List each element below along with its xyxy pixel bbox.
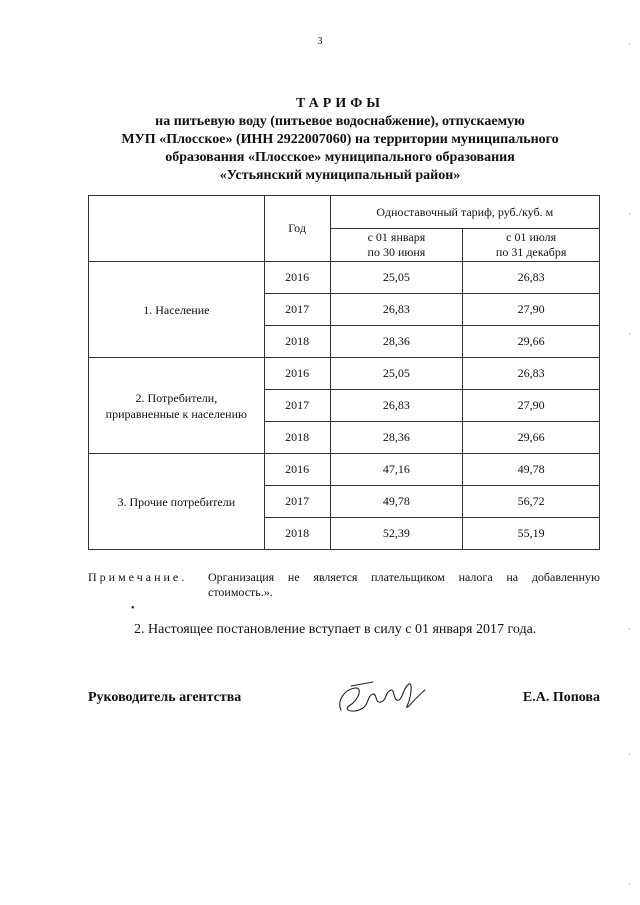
tariff-value-cell: 29,66: [463, 422, 600, 454]
edge-mark: ·: [628, 625, 631, 634]
year-cell: 2016: [264, 358, 330, 390]
edge-mark: ·: [628, 330, 631, 339]
header-year: Год: [264, 196, 330, 262]
note-text: Организация не является плательщиком налога на добавленную стоимость.».: [208, 570, 600, 599]
tariff-value-cell: 28,36: [330, 326, 463, 358]
effective-date-clause: 2. Настоящее постановление вступает в силу с 01 января 2017 года.: [134, 622, 537, 637]
year-cell: 2017: [264, 390, 330, 422]
edge-mark: ·: [628, 880, 631, 889]
category-cell: 2. Потребители, приравненные к населению: [89, 358, 265, 454]
year-cell: 2018: [264, 422, 330, 454]
year-cell: 2017: [264, 486, 330, 518]
header-period-1: с 01 января по 30 июня: [330, 229, 463, 262]
category-cell: 1. Население: [89, 262, 265, 358]
header-tariff: Одноставочный тариф, руб./куб. м: [330, 196, 599, 229]
title-line-1: на питьевую воду (питьевое водоснабжение), отпускаемую: [155, 114, 525, 129]
handwritten-signature: [333, 672, 433, 722]
header-period-2: с 01 июля по 31 декабря: [463, 229, 600, 262]
tariff-value-cell: 49,78: [330, 486, 463, 518]
note-label: Примечание.: [88, 570, 188, 584]
title-main: ТАРИФЫ: [296, 96, 384, 111]
tariff-value-cell: 26,83: [330, 294, 463, 326]
tariff-table: [88, 195, 600, 550]
tariff-value-cell: 47,16: [330, 454, 463, 486]
tariff-value-cell: 29,66: [463, 326, 600, 358]
year-cell: 2016: [264, 262, 330, 294]
year-cell: 2016: [264, 454, 330, 486]
signatory-position: Руководитель агентства: [88, 690, 242, 705]
tariff-value-cell: 55,19: [463, 518, 600, 550]
signature-row: [88, 690, 600, 730]
tariff-value-cell: 25,05: [330, 262, 463, 294]
page-number: 3: [317, 36, 323, 47]
tariff-value-cell: 28,36: [330, 422, 463, 454]
tariff-value-cell: 52,39: [330, 518, 463, 550]
title-block: [60, 95, 620, 185]
tariff-value-cell: 26,83: [463, 262, 600, 294]
tariff-value-cell: 25,05: [330, 358, 463, 390]
header-empty-cell: [89, 196, 265, 262]
signatory-name: Е.А. Попова: [522, 690, 600, 705]
edge-mark: ·: [628, 750, 631, 759]
year-cell: 2018: [264, 326, 330, 358]
year-cell: 2018: [264, 518, 330, 550]
tariff-value-cell: 49,78: [463, 454, 600, 486]
note: [88, 570, 600, 600]
year-cell: 2017: [264, 294, 330, 326]
title-line-2: МУП «Плосское» (ИНН 2922007060) на территории муниципального: [121, 132, 559, 147]
tariff-value-cell: 56,72: [463, 486, 600, 518]
tariff-value-cell: 26,83: [330, 390, 463, 422]
tariff-value-cell: 27,90: [463, 390, 600, 422]
bullet-dot: •: [131, 603, 135, 614]
category-cell: 3. Прочие потребители: [89, 454, 265, 550]
title-line-4: «Устьянский муниципальный район»: [219, 168, 461, 183]
edge-mark: ·: [628, 40, 631, 49]
tariff-value-cell: 27,90: [463, 294, 600, 326]
title-line-3: образования «Плосское» муниципального образования: [165, 150, 515, 165]
tariff-value-cell: 26,83: [463, 358, 600, 390]
edge-mark: ·: [628, 210, 631, 219]
